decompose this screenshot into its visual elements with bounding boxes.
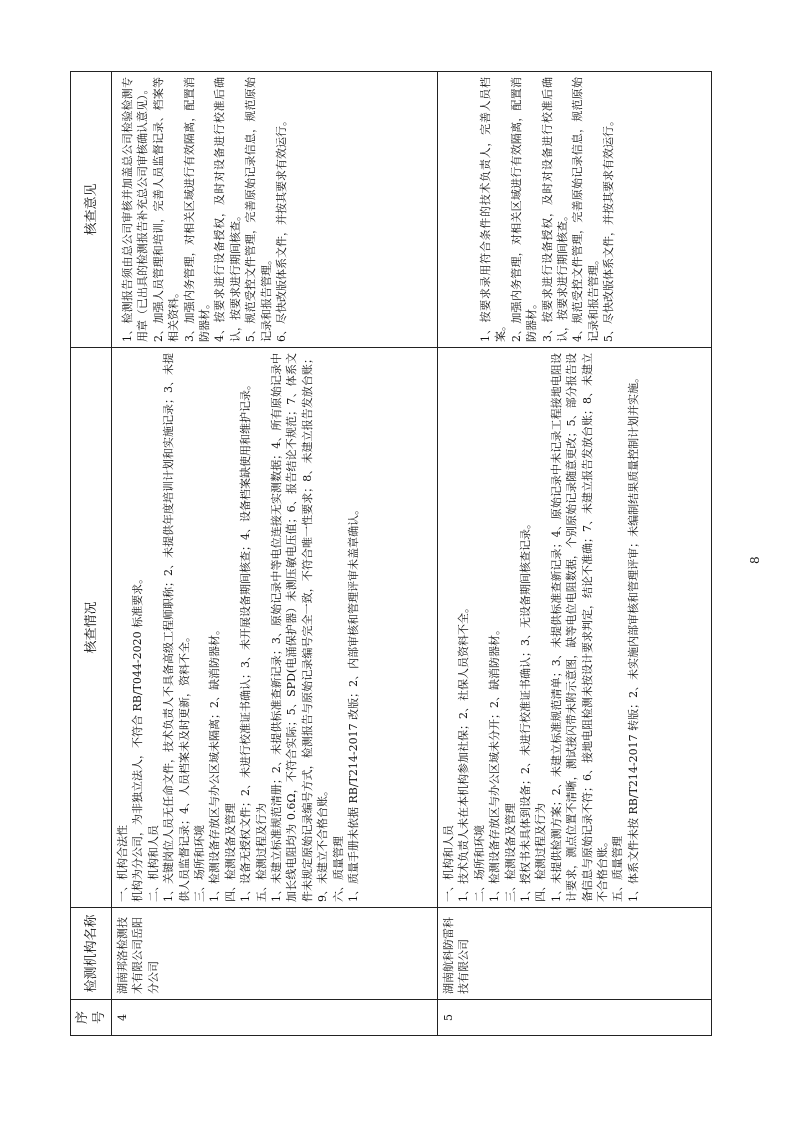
finding-line: 二、场所和环境 [472,825,486,902]
finding-line: 1、质量手册未依据 RB/T214-2017 改版；2、内部审核和管理评审未盖章确认。 [347,503,361,902]
opinions-cell [112,72,438,348]
finding-line: 五、检测过程及行为 [254,803,268,902]
header-opinions: 核查意见 [71,72,112,348]
finding-line: 1、关键岗位人员无任命文件，技术负责人不具备高级工程师职称；2、未提供年度培训计划和实施记录；3、未提供人员监督记录；4、人员档案未及时更新，资料不全。 [162,353,191,902]
finding-line: 六、质量管理 [331,836,345,902]
finding-line: 1、体系文件未按 RB/T214-2017 转版；2、未实施内部审核和管理评审；未编制结果质量控制计划并实施。 [626,371,640,902]
opinion-line: 2、加强内务管理，对相关区域进行有效隔离，配置消防器材。 [509,77,539,342]
opinion-line: 1、按要求录用符合条件的技术负责人，完善人员档案。 [479,77,508,342]
opinion-line: 4、规范受控文件管理，完善原始记录信息，规范原始记录和报告管理。 [571,77,600,342]
opinion-line: 1、检测报告须由总公司审核并加盖总公司检验检测专用章（已出具的检测报告补充总公司审核确认意见）。 [121,77,150,342]
table-row [438,72,712,1036]
opinion-line: 4、按要求进行设备授权，及时对设备进行校准后确认，按要求进行期间核查。 [213,77,242,342]
opinion-line: 2、加强人员管理和培训，完善人员监督记录、档案等相关资料。 [151,77,181,342]
header-findings: 核查情况 [71,348,112,908]
finding-line: 二、机构和人员 [146,825,160,902]
finding-line: 四、检测过程及行为 [534,803,548,902]
opinion-line: 5、规范受控文件管理，完善原始记录信息，规范原始记录和报告管理。 [244,77,273,342]
finding-line: 四、检测设备及管理 [223,803,237,902]
finding-line: 一、机构和人员 [442,825,455,902]
header-org: 检测机构名称 [71,908,112,1000]
opinion-line: 5、尽快改版体系文件，并按其要求有效运行。 [602,115,616,342]
row-number: 5 [438,1000,712,1036]
finding-line: 1、设备无授权文件；2、未进行校准证书确认；3、未开展设备期间核查；4、设备档案缺使用和维护记录。 [239,379,253,902]
finding-line: 五、质量管理 [611,836,625,902]
opinions-cell [438,72,712,348]
findings-cell [438,348,712,908]
inspection-table [70,71,712,1036]
finding-line: 三、检测设备及管理 [503,803,517,902]
findings-cell [112,348,438,908]
row-number: 4 [112,1000,438,1036]
opinion-line: 3、按要求进行设备授权，及时对设备进行校准后确认，按要求进行期间核查。 [540,77,570,342]
finding-line: 1、技术负责人未在本机构参加社保；2、社保人员资料不全。 [457,602,471,902]
org-name: 湖南航科防雷科技有限公司 [438,908,712,1000]
finding-line: 1、未建立标准规范清册；2、未提供标准查新记录；3、原始记录中等电位连接无实测数据；4、所有原始记录中加长线电阻均为 0.6Ω，不符合实际；5、SPD(电涌保护器）未测压敏电压值；6、报告结论不规范；7、体系文件未规定原始记录编号方式，检测报告与原始记录编号完全一致，不符合唯一性要求；8、未建立报告发放台账；9、未建立不合格台账。 [270,353,330,902]
org-name: 湖南邦洛检测技术有限公司岳阳分公司 [112,908,438,1000]
finding-line: 1、检测设备存放区与办公区域未分开；2、缺消防器材。 [488,624,502,902]
finding-line: 1、检测设备存放区与办公区域未隔离；2、缺消防器材。 [208,624,222,902]
opinion-line: 3、加强内务管理，对相关区域进行有效隔离，配置消防器材。 [182,77,212,342]
finding-line: 一、机构合法性 [116,825,129,902]
page-number: 8 [748,556,762,564]
header-no: 序号 [71,1000,112,1036]
opinion-line: 6、尽快改版体系文件，并按其要求有效运行。 [275,115,289,342]
finding-line: 机构为分公司，为非独立法人，不符合 RB/T044-2020 标准要求。 [131,572,145,902]
finding-line: 三、场所和环境 [193,825,207,902]
finding-line: 1、授权书未具体到设备；2、未进行校准证书确认；3、无设备期间核查记录。 [519,518,533,902]
table-row [112,72,438,1036]
header-row [71,72,112,1036]
finding-line: 1、未提供检测方案；2、未建立标准规范清单；3、未提供标准查新记录；4、原始记录中未记录工程接地电阻设计要求，测点位置不清晰，测试接闪带未附示意图，缺等电位电阻数据，个别原始记录随意更改；5、部分报告设备信息与原始记录不符；6、接地电阻检测未按设计要求判定，结论不准确；7、未建立报告发放台账；8、未建立不合格台账。 [549,353,610,902]
